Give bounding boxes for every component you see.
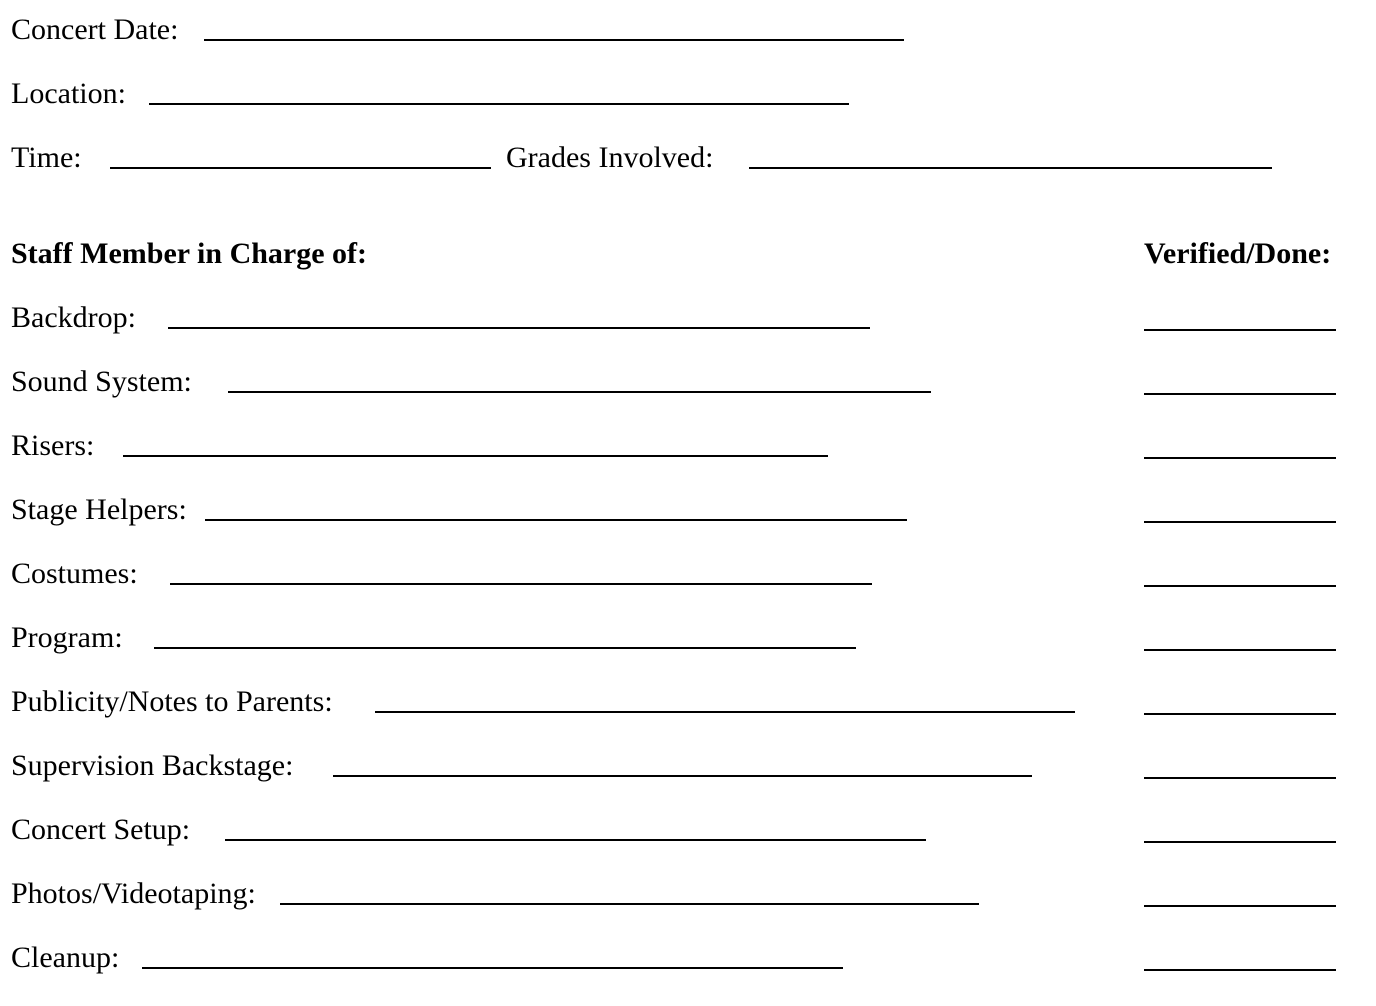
concert-date-field[interactable]: [204, 39, 904, 41]
photos-videotaping-field[interactable]: [280, 903, 979, 905]
risers-field[interactable]: [123, 455, 828, 457]
concert-setup-verified-field[interactable]: [1144, 841, 1336, 843]
time-label: Time:: [11, 141, 82, 174]
concert-setup-field[interactable]: [225, 839, 926, 841]
program-label: Program:: [11, 621, 123, 654]
photos-videotaping-label: Photos/Videotaping:: [11, 877, 256, 910]
stage-helpers-label: Stage Helpers:: [11, 493, 187, 526]
location-label: Location:: [11, 77, 126, 110]
staff-section-heading: Staff Member in Charge of:: [11, 237, 368, 270]
program-verified-field[interactable]: [1144, 649, 1336, 651]
stage-helpers-verified-field[interactable]: [1144, 521, 1336, 523]
time-field[interactable]: [110, 167, 491, 169]
cleanup-label: Cleanup:: [11, 941, 120, 974]
publicity-field[interactable]: [375, 711, 1075, 713]
risers-label: Risers:: [11, 429, 95, 462]
sound-system-verified-field[interactable]: [1144, 393, 1336, 395]
publicity-verified-field[interactable]: [1144, 713, 1336, 715]
cleanup-verified-field[interactable]: [1144, 969, 1336, 971]
publicity-label: Publicity/Notes to Parents:: [11, 685, 333, 718]
costumes-verified-field[interactable]: [1144, 585, 1336, 587]
sound-system-field[interactable]: [228, 391, 931, 393]
costumes-field[interactable]: [170, 583, 872, 585]
grades-involved-field[interactable]: [749, 167, 1272, 169]
backdrop-verified-field[interactable]: [1144, 329, 1336, 331]
risers-verified-field[interactable]: [1144, 457, 1336, 459]
time-grades-row: [11, 138, 1311, 178]
photos-videotaping-verified-field[interactable]: [1144, 905, 1336, 907]
supervision-backstage-field[interactable]: [333, 775, 1032, 777]
stage-helpers-field[interactable]: [205, 519, 907, 521]
program-field[interactable]: [154, 647, 856, 649]
sound-system-label: Sound System:: [11, 365, 192, 398]
grades-involved-label: Grades Involved:: [506, 141, 714, 174]
backdrop-field[interactable]: [168, 327, 870, 329]
supervision-backstage-verified-field[interactable]: [1144, 777, 1336, 779]
supervision-backstage-label: Supervision Backstage:: [11, 749, 294, 782]
cleanup-field[interactable]: [142, 967, 843, 969]
verified-done-heading: Verified/Done:: [1144, 237, 1332, 270]
location-field[interactable]: [149, 103, 849, 105]
concert-setup-label: Concert Setup:: [11, 813, 191, 846]
backdrop-label: Backdrop:: [11, 301, 136, 334]
concert-date-label: Concert Date:: [11, 13, 179, 46]
costumes-label: Costumes:: [11, 557, 138, 590]
